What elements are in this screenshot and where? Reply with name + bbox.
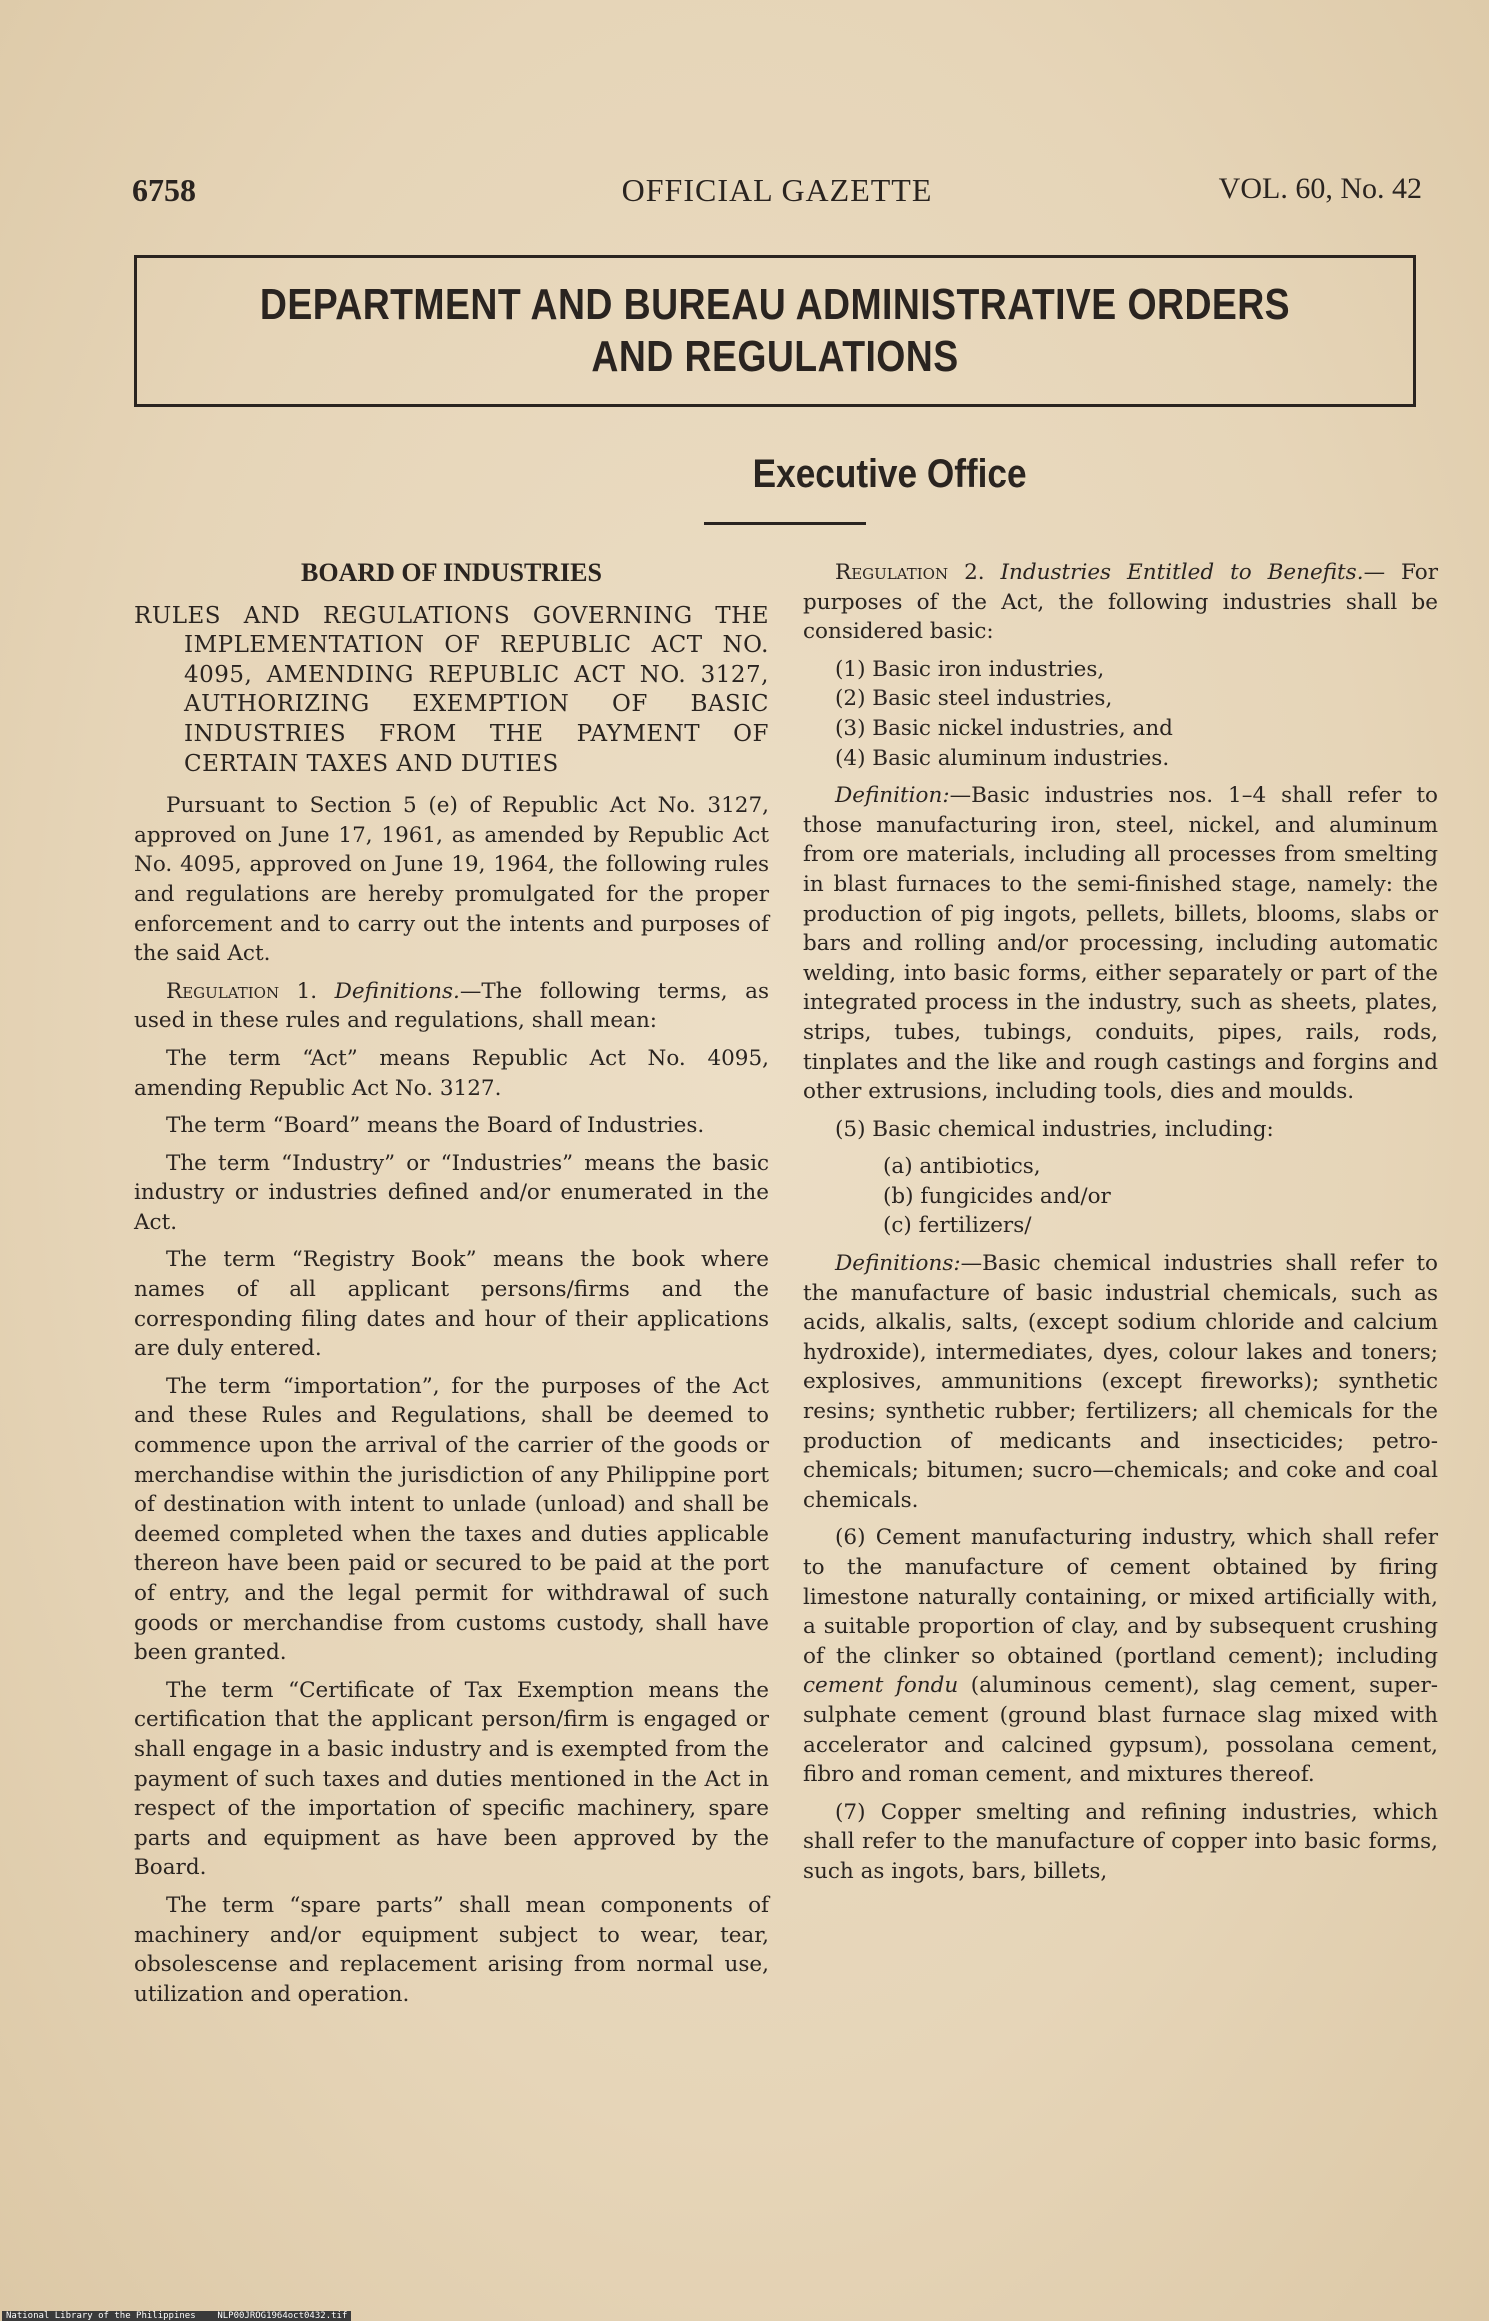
sub-item: (c) fertilizers/ (883, 1213, 1032, 1239)
definition-spare-parts: The term “spare parts” shall mean components of machinery and/or equipment subject to wear, tear, obsolescense and replacement arising from normal use, utilization and operation. (134, 1892, 769, 2007)
definition-importation: The term “importation”, for the purposes of the Act and these Rules and Regulations, shall be deemed to commence upon the arrival of the carrier of the goods or merchandise within the jurisdiction of any Philippine port of destination with intent to unlade (unload) and shall be deemed completed when the taxes and duties applicable thereon have been paid or secured to be paid at the port of entry, and the legal permit for withdrawal of such goods or merchandise from customs custody, shall have been granted. (134, 1373, 769, 1666)
regulation-2-label: Regulation (835, 560, 949, 585)
item-5: (5) Basic chemical industries, including: (835, 1116, 1274, 1142)
regulation-1-number: 1. (296, 978, 318, 1004)
rules-title: RULES AND REGULATIONS GOVERNING THE IMPLEMENTATION OF REPUBLIC ACT NO. 4095, AMENDING REPUBLIC ACT NO. 3127, AUTHORIZING EXEMPTION OF BASIC INDUSTRIES FROM THE PAYMENT OF CERTAIN TAXES AND DUTIES (134, 602, 769, 777)
office-heading-text: Executive Office (752, 452, 1027, 496)
regulation-2-paragraph (803, 558, 1438, 647)
definition-label: Definition: (835, 783, 950, 809)
heading-rule (704, 522, 866, 525)
publication-title: OFFICIAL GAZETTE (621, 172, 933, 208)
regulation-2-number: 2. (964, 560, 985, 585)
definition-paragraph-1 (803, 781, 1438, 1107)
regulation-2-text: — For purposes of the Act, the following industries shall be considered basic: (803, 560, 1438, 645)
scan-footer: National Library of the Philippines NLP00JROG1964oct0432.tif (2, 2311, 351, 2321)
definitions-label: Definitions: (835, 1251, 961, 1277)
regulation-1-text: —The following terms, as used in these rules and regulations, shall mean: (134, 978, 769, 1034)
definition-act: The term “Act” means Republic Act No. 4095, amending Republic Act No. 3127. (134, 1045, 769, 1101)
page-number: 6758 (132, 172, 196, 208)
office-heading (0, 452, 1489, 497)
right-column (803, 558, 1438, 1895)
definition-board: The term “Board” means the Board of Industries. (166, 1113, 705, 1139)
definitions-paragraph-2 (803, 1249, 1438, 1515)
definition-certificate: The term “Certificate of Tax Exemption means the certification that the applicant person/firm is engaged or shall engage in a basic industry and is exempted from the payment of such taxes and duties mentioned in the Act in respect of the importation of specific machinery, spare parts and equipment as have been approved by the Board. (134, 1677, 769, 1881)
sub-item: (b) fungicides and/or (883, 1183, 1111, 1209)
section-title-box (134, 255, 1416, 407)
definitions-text: —Basic chemical industries shall refer to the manufacture of basic industrial chemicals, such as acids, alkalis, salts, (except sodium chloride and calcium hydroxide), intermediates, dyes, colour lakes and toners; explosives, ammunitions (except fireworks); synthetic resins; synthetic rubber; fertilizers; all chemicals for the production of medicants and insecticides; petro-chemicals; bitumen; sucro—chemicals; and coke and coal chemicals. (803, 1251, 1438, 1513)
definition-text: —Basic industries nos. 1–4 shall refer to those manufacturing iron, steel, nickel, and aluminum from ore materials, including all processes from smelting in blast furnaces to the semi-finished stage, namely: the production of pig ingots, pellets, billets, blooms, slabs or bars and rolling and/or processing, including automatic welding, into basic forms, either separately or part of the integrated process in the industry, such as sheets, plates, strips, tubes, tubings, conduits, pipes, rails, rods, tinplates and the like and rough castings and forgins and other extrusions, including tools, dies and moulds. (803, 783, 1438, 1105)
list-item: (3) Basic nickel industries, and (835, 715, 1173, 741)
regulation-1-heading: Definitions. (334, 978, 460, 1004)
list-item: (4) Basic aluminum industries. (835, 745, 1170, 771)
board-heading: BOARD OF INDUSTRIES (301, 558, 602, 587)
item-6 (803, 1523, 1438, 1789)
item-7: (7) Copper smelting and refining industries, which shall refer to the manufacture of copper into basic forms, such as ingots, bars, billets, (803, 1799, 1438, 1884)
running-header (132, 172, 1422, 212)
item-6-text-b: (aluminous cement), slag cement, super-sulphate cement (ground blast furnace slag mixed with accelerator and calcined gypsum), possolana cement, fibro and roman cement, and mixtures thereof. (803, 1673, 1438, 1788)
regulation-2-heading: Industries Entitled to Benefits. (1000, 560, 1364, 585)
left-column (134, 558, 769, 2017)
sub-item: (a) antibiotics, (883, 1154, 1041, 1180)
list-item: (2) Basic steel industries, (835, 686, 1113, 712)
item-6-text-a: (6) Cement manufacturing industry, which shall refer to the manufacture of cement obtained by firing limestone naturally containing, or mixed artificially with, a suitable proportion of clay, and by subsequent crushing of the clinker so obtained (portland cement); including (803, 1525, 1438, 1669)
section-title-line2: AND REGULATIONS (591, 332, 959, 381)
definition-industry: The term “Industry” or “Industries” means the basic industry or industries defined and/or enumerated in the Act. (134, 1150, 769, 1235)
regulation-1-label: Regulation (166, 978, 280, 1004)
item-6-italic: cement fondu (803, 1673, 959, 1699)
regulation-1-paragraph (134, 977, 769, 1036)
list-item: (1) Basic iron industries, (835, 656, 1105, 682)
preamble-paragraph: Pursuant to Section 5 (e) of Republic Act No. 3127, approved on June 17, 1961, as amended by Republic Act No. 4095, approved on June 19, 1964, the following rules and regulations are hereby promulgated for the proper enforcement and to carry out the intents and purposes of the said Act. (134, 793, 769, 967)
volume-number: VOL. 60, No. 42 (1218, 172, 1422, 205)
definition-registry-book: The term “Registry Book” means the book where names of all applicant persons/firms and the corresponding filing dates and hour of their applications are duly entered. (134, 1247, 769, 1362)
section-title-line1: DEPARTMENT AND BUREAU ADMINISTRATIVE ORDERS (259, 280, 1291, 329)
